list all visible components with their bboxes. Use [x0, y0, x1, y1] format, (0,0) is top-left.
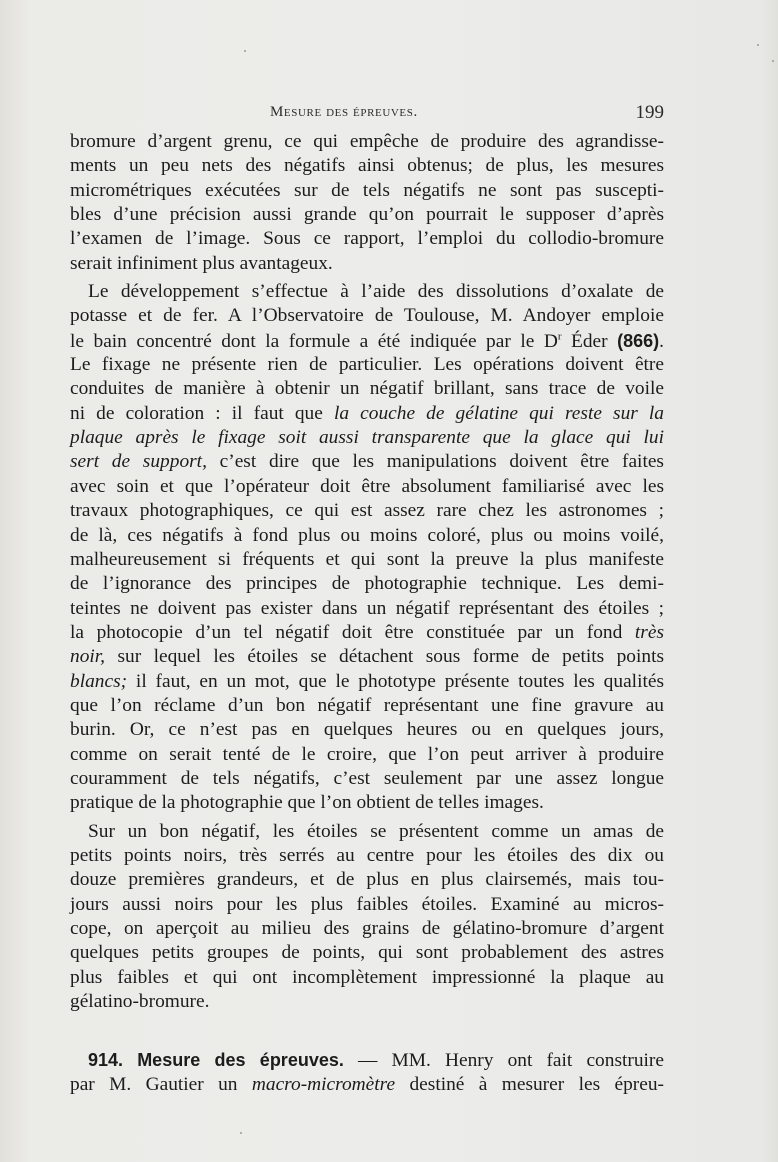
- section-914: [70, 1048, 664, 1097]
- italic-text: la couche de gélatine qui reste sur la: [333, 402, 664, 424]
- text-segment: destiné à mesurer les épreu-: [395, 1073, 665, 1095]
- cross-reference: (866): [617, 330, 660, 351]
- italic-text: macro-micromètre: [251, 1073, 396, 1095]
- paper-speck: [244, 50, 246, 52]
- italic-text: sert de support,: [70, 451, 207, 473]
- text-line: micrométriques exécutées sur de tels négatifs ne sont pas suscepti-: [70, 179, 664, 201]
- paper-speck: [772, 60, 774, 62]
- text-line: burin. Or, ce n’est pas en quelques heures ou en quelques jours,: [70, 719, 664, 741]
- text-segment: la photocopie d’un tel négatif doit être constituée par un fond: [70, 621, 635, 643]
- text-line: [70, 329, 664, 353]
- text-line: [70, 1073, 664, 1097]
- italic-text: noir,: [70, 646, 106, 668]
- text-segment: il faut, en un mot, que le phototype présente toutes les qualités: [127, 670, 664, 692]
- text-segment: Éder: [561, 330, 618, 352]
- text-line: [70, 670, 664, 694]
- body-text: [70, 130, 664, 1097]
- text-line: bromure d’argent grenu, ce qui empêche de produire des agrandisse-: [70, 131, 664, 152]
- paragraph-continuation: [70, 130, 664, 276]
- page-number: 199: [635, 102, 664, 123]
- text-line: jours aussi noirs pour les plus faibles étoiles. Examiné au micros-: [70, 893, 664, 915]
- text-line: serait infiniment plus avantageux.: [70, 252, 333, 274]
- paragraph-good-negative: [70, 820, 664, 1015]
- text-line: petits points noirs, très serrés au centre pour les étoiles des dix ou: [70, 844, 664, 866]
- text-line: [70, 645, 664, 669]
- text-line: de l’ignorance des principes de photographie technique. Les demi-: [70, 573, 664, 595]
- text-line: travaux photographiques, ce qui est assez rare chez les astronomes ;: [70, 500, 664, 522]
- text-line: quelques petits groupes de points, qui sont probablement des astres: [70, 942, 664, 964]
- running-head: [70, 102, 664, 126]
- text-line: Sur un bon négatif, les étoiles se présentent comme un amas de: [88, 820, 664, 842]
- text-segment: le bain concentré dont la formule a été indiquée par le D: [70, 330, 558, 352]
- text-line: avec soin et que l’opérateur doit être absolument familiarisé avec les: [70, 475, 664, 497]
- text-segment: ni de coloration : il faut que: [70, 402, 334, 424]
- paper-speck: [240, 1132, 242, 1134]
- italic-text: très: [634, 621, 664, 643]
- text-line: plus faibles et qui ont incomplètement impressionné la plaque au: [70, 966, 664, 988]
- section-number: 914.: [88, 1050, 124, 1071]
- text-line: potasse et de fer. A l’Observatoire de Toulouse, M. Andoyer emploie: [70, 305, 664, 327]
- text-line: teintes ne doivent pas exister dans un négatif représentant des étoiles ;: [70, 597, 664, 619]
- text-line: [70, 450, 664, 474]
- text-segment: sur lequel les étoiles se détachent sous forme de petits points: [105, 646, 664, 668]
- text-line: [70, 402, 664, 426]
- text-line: douze premières grandeurs, et de plus en plus clairsemés, mais tou-: [70, 869, 664, 891]
- superscript: r: [557, 330, 562, 343]
- text-segment: — MM. Henry ont fait construire: [343, 1050, 664, 1072]
- running-title: Mesure des épreuves.: [270, 104, 418, 120]
- text-line: que l’on réclame d’un bon négatif représentant une fine gravure au: [70, 694, 664, 716]
- text-line: ments un peu nets des négatifs ainsi obtenus; de plus, les mesures: [70, 155, 664, 177]
- text-segment: par M. Gautier un: [70, 1073, 252, 1095]
- paragraph-development: [70, 280, 664, 816]
- italic-text: blancs;: [70, 670, 128, 692]
- text-line: comme on serait tenté de le croire, que l’on peut arriver à produire: [70, 743, 664, 765]
- section-heading-line: [70, 1048, 664, 1072]
- text-segment: .: [659, 330, 664, 352]
- text-line: Le fixage ne présente rien de particulier. Les opérations doivent être: [70, 354, 664, 376]
- text-line: malheureusement si fréquents et qui sont la preuve la plus manifeste: [70, 548, 664, 570]
- text-line: Le développement s’effectue à l’aide des dissolutions d’oxalate de: [88, 281, 664, 303]
- text-line: pratique de la photographie que l’on obtient de telles images.: [70, 792, 544, 814]
- text-line: bles d’une précision aussi grande qu’on pourrait le supposer d’après: [70, 204, 664, 226]
- text-line: l’examen de l’image. Sous ce rapport, l’emploi du collodio-bromure: [70, 228, 664, 250]
- text-line: [70, 621, 664, 645]
- text-segment: c’est dire que les manipulations doivent être faites: [206, 451, 664, 473]
- text-line: plaque après le fixage soit aussi transparente que la glace qui lui: [70, 427, 664, 449]
- text-line: gélatino-bromure.: [70, 991, 210, 1013]
- paper-speck: [757, 44, 759, 46]
- text-line: couramment de tels négatifs, c’est seulement par une assez longue: [70, 767, 664, 789]
- text-line: conduites de manière à obtenir un négatif brillant, sans trace de voile: [70, 378, 664, 400]
- text-line: de là, ces négatifs à fond plus ou moins coloré, plus ou moins voilé,: [70, 524, 664, 546]
- text-line: cope, on aperçoit au milieu des grains de gélatino-bromure d’argent: [70, 918, 664, 939]
- section-title: Mesure des épreuves.: [137, 1050, 344, 1071]
